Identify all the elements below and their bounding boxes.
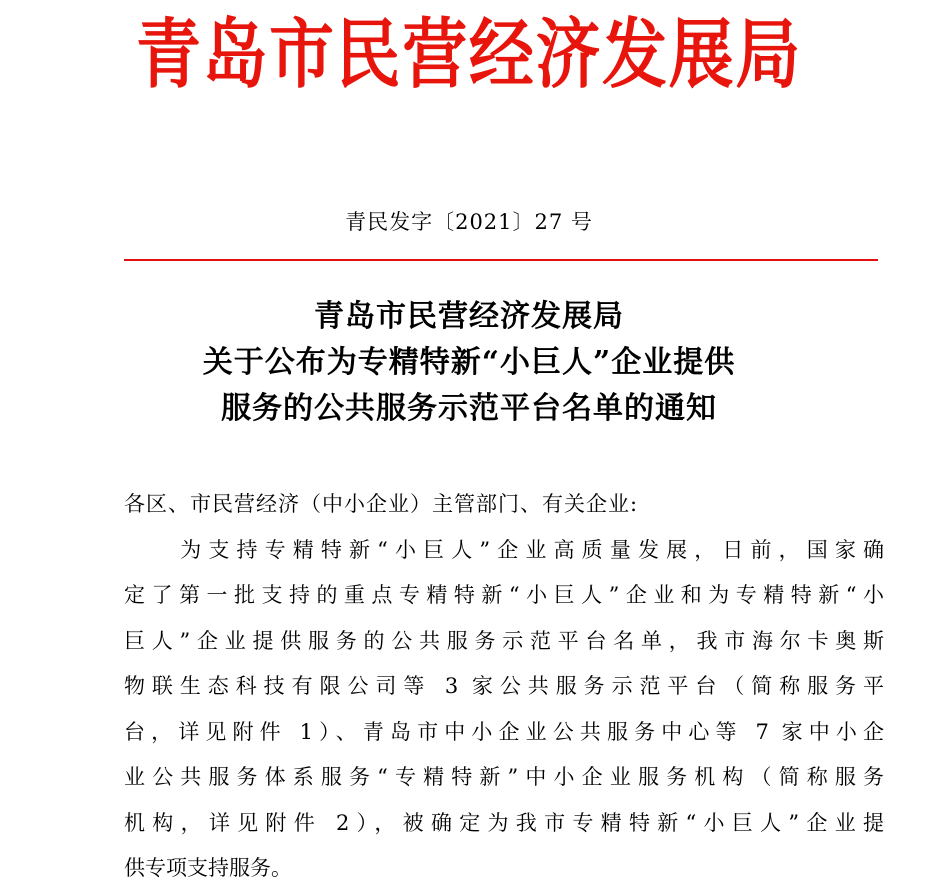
paragraph-line: 机构，详见附件 2），被确定为我市专精特新“小巨人”企业提 — [124, 810, 884, 835]
document-number: 青民发字〔2021〕27 号 — [345, 210, 593, 234]
red-divider-rule — [124, 259, 878, 261]
paragraph-line: 定了第一批支持的重点专精特新“小巨人”企业和为专精特新“小 — [124, 583, 884, 607]
paragraph-line: 物联生态科技有限公司等 3 家公共服务示范平台（简称服务平 — [124, 674, 884, 698]
notice-body — [124, 482, 884, 892]
paragraph-line: 台，详见附件 1）、青岛市中小企业公共服务中心等 7 家中小企 — [124, 719, 884, 744]
paragraph-line: 业公共服务体系服务“专精特新”中小企业服务机构（简称服务 — [124, 765, 884, 789]
paragraph-line: 巨人”企业提供服务的公共服务示范平台名单，我市海尔卡奥斯 — [124, 628, 884, 653]
paragraph-line: 供专项支持服务。 — [124, 856, 292, 880]
masthead-title: 青岛市民营经济发展局 — [135, 9, 802, 99]
title-line: 服务的公共服务示范平台名单的通知 — [221, 391, 717, 426]
paragraph-line: 为支持专精特新“小巨人”企业高质量发展，日前，国家确 — [124, 537, 884, 562]
title-line: 关于公布为专精特新“小巨人”企业提供 — [202, 345, 736, 380]
notice-title — [0, 294, 938, 432]
title-line: 青岛市民营经济发展局 — [314, 299, 624, 334]
salutation: 各区、市民营经济（中小企业）主管部门、有关企业: — [124, 492, 639, 516]
